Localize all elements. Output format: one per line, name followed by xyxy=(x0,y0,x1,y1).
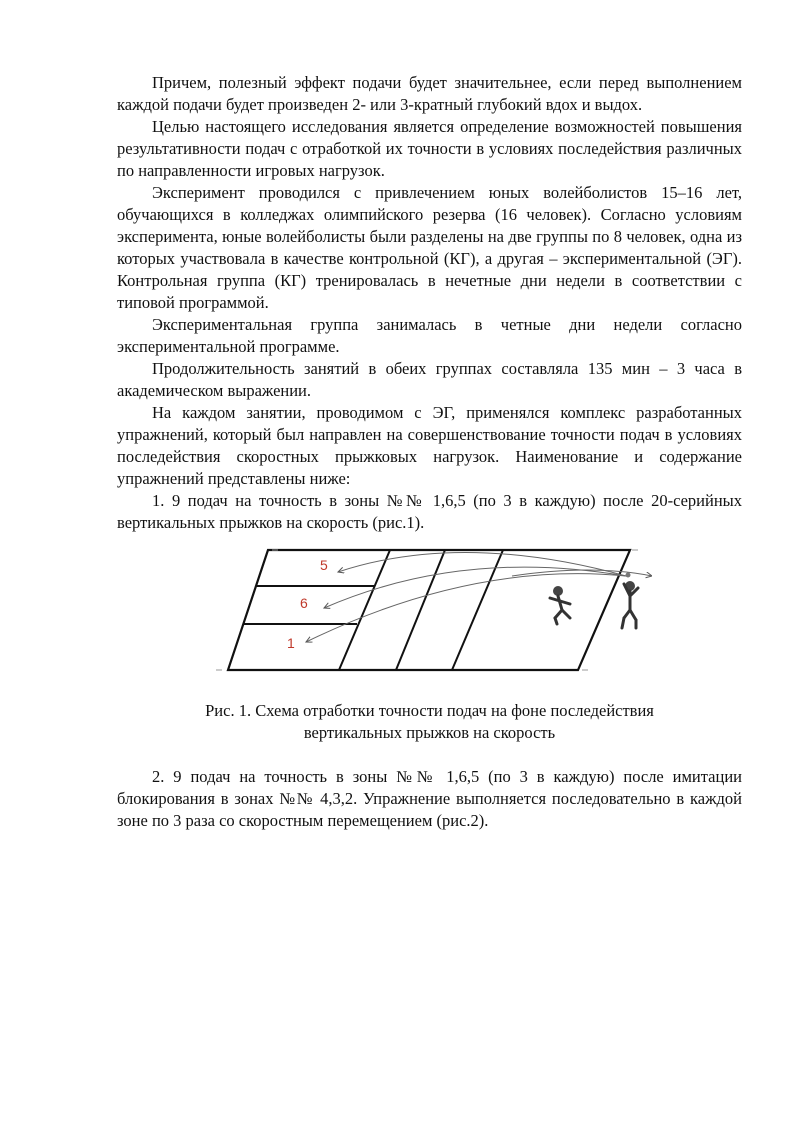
zone-label-5: 5 xyxy=(320,557,328,573)
court-diagram xyxy=(117,546,742,686)
exercise-1: 1. 9 подач на точность в зоны №№ 1,6,5 (по 3 в каждую) после 20-серийных вертикальных прыжков на скорость (рис.1). xyxy=(117,491,742,532)
paragraph-6: На каждом занятии, проводимом с ЭГ, применялся комплекс разработанных упражнений, который был направлен на совершенствование точности подач в условиях последействия скоростных прыжковых нагрузок. Наименование и содержание упражнений представлены ниже: xyxy=(117,403,742,488)
zone-label-6: 6 xyxy=(300,595,308,611)
document-page xyxy=(117,72,742,832)
court-diagram-svg xyxy=(212,546,652,686)
player-serving-icon xyxy=(622,581,638,628)
court-outline xyxy=(228,550,630,670)
paragraph-5: Продолжительность занятий в обеих группах составляла 135 мин – 3 часа в академическом выражении. xyxy=(117,359,742,400)
trajectory-1 xyxy=(306,574,626,642)
player-jumping-icon xyxy=(550,586,570,624)
exercise-2: 2. 9 подач на точность в зоны №№ 1,6,5 (по 3 в каждую) после имитации блокирования в зонах №№ 4,3,2. Упражнение выполняется последовательно в каждой зоне по 3 раза со скоростным перемещением (рис.2). xyxy=(117,767,742,830)
paragraph-4: Экспериментальная группа занималась в четные дни недели согласно экспериментальной программе. xyxy=(117,315,742,356)
paragraph-2: Целью настоящего исследования является определение возможностей повышения результативности подач с отработкой их точности в условиях последействия различных по направленности игровых нагрузок. xyxy=(117,117,742,180)
caption-line-1: Рис. 1. Схема отработки точности подач на фоне последействия xyxy=(205,701,654,720)
figure-caption xyxy=(117,700,742,744)
zone-label-1: 1 xyxy=(287,635,295,651)
caption-line-2: вертикальных прыжков на скорость xyxy=(303,723,556,742)
paragraph-3: Эксперимент проводился с привлечением юных волейболистов 15–16 лет, обучающихся в колледжах олимпийского резерва (16 человек). Согласно условиям эксперимента, юные волейболисты были разделены на две группы по 8 человек, одна из которых участвовала в качестве контрольной (КГ), а другая – экспериментальной (ЭГ). Контрольная группа (КГ) тренировалась в нечетные дни недели в соответствии с типовой программой. xyxy=(117,183,742,312)
court-line xyxy=(396,550,445,670)
paragraph-1: Причем, полезный эффект подачи будет значительнее, если перед выполнением каждой подачи будет произведен 2- или 3-кратный глубокий вдох и выдох. xyxy=(117,73,742,114)
